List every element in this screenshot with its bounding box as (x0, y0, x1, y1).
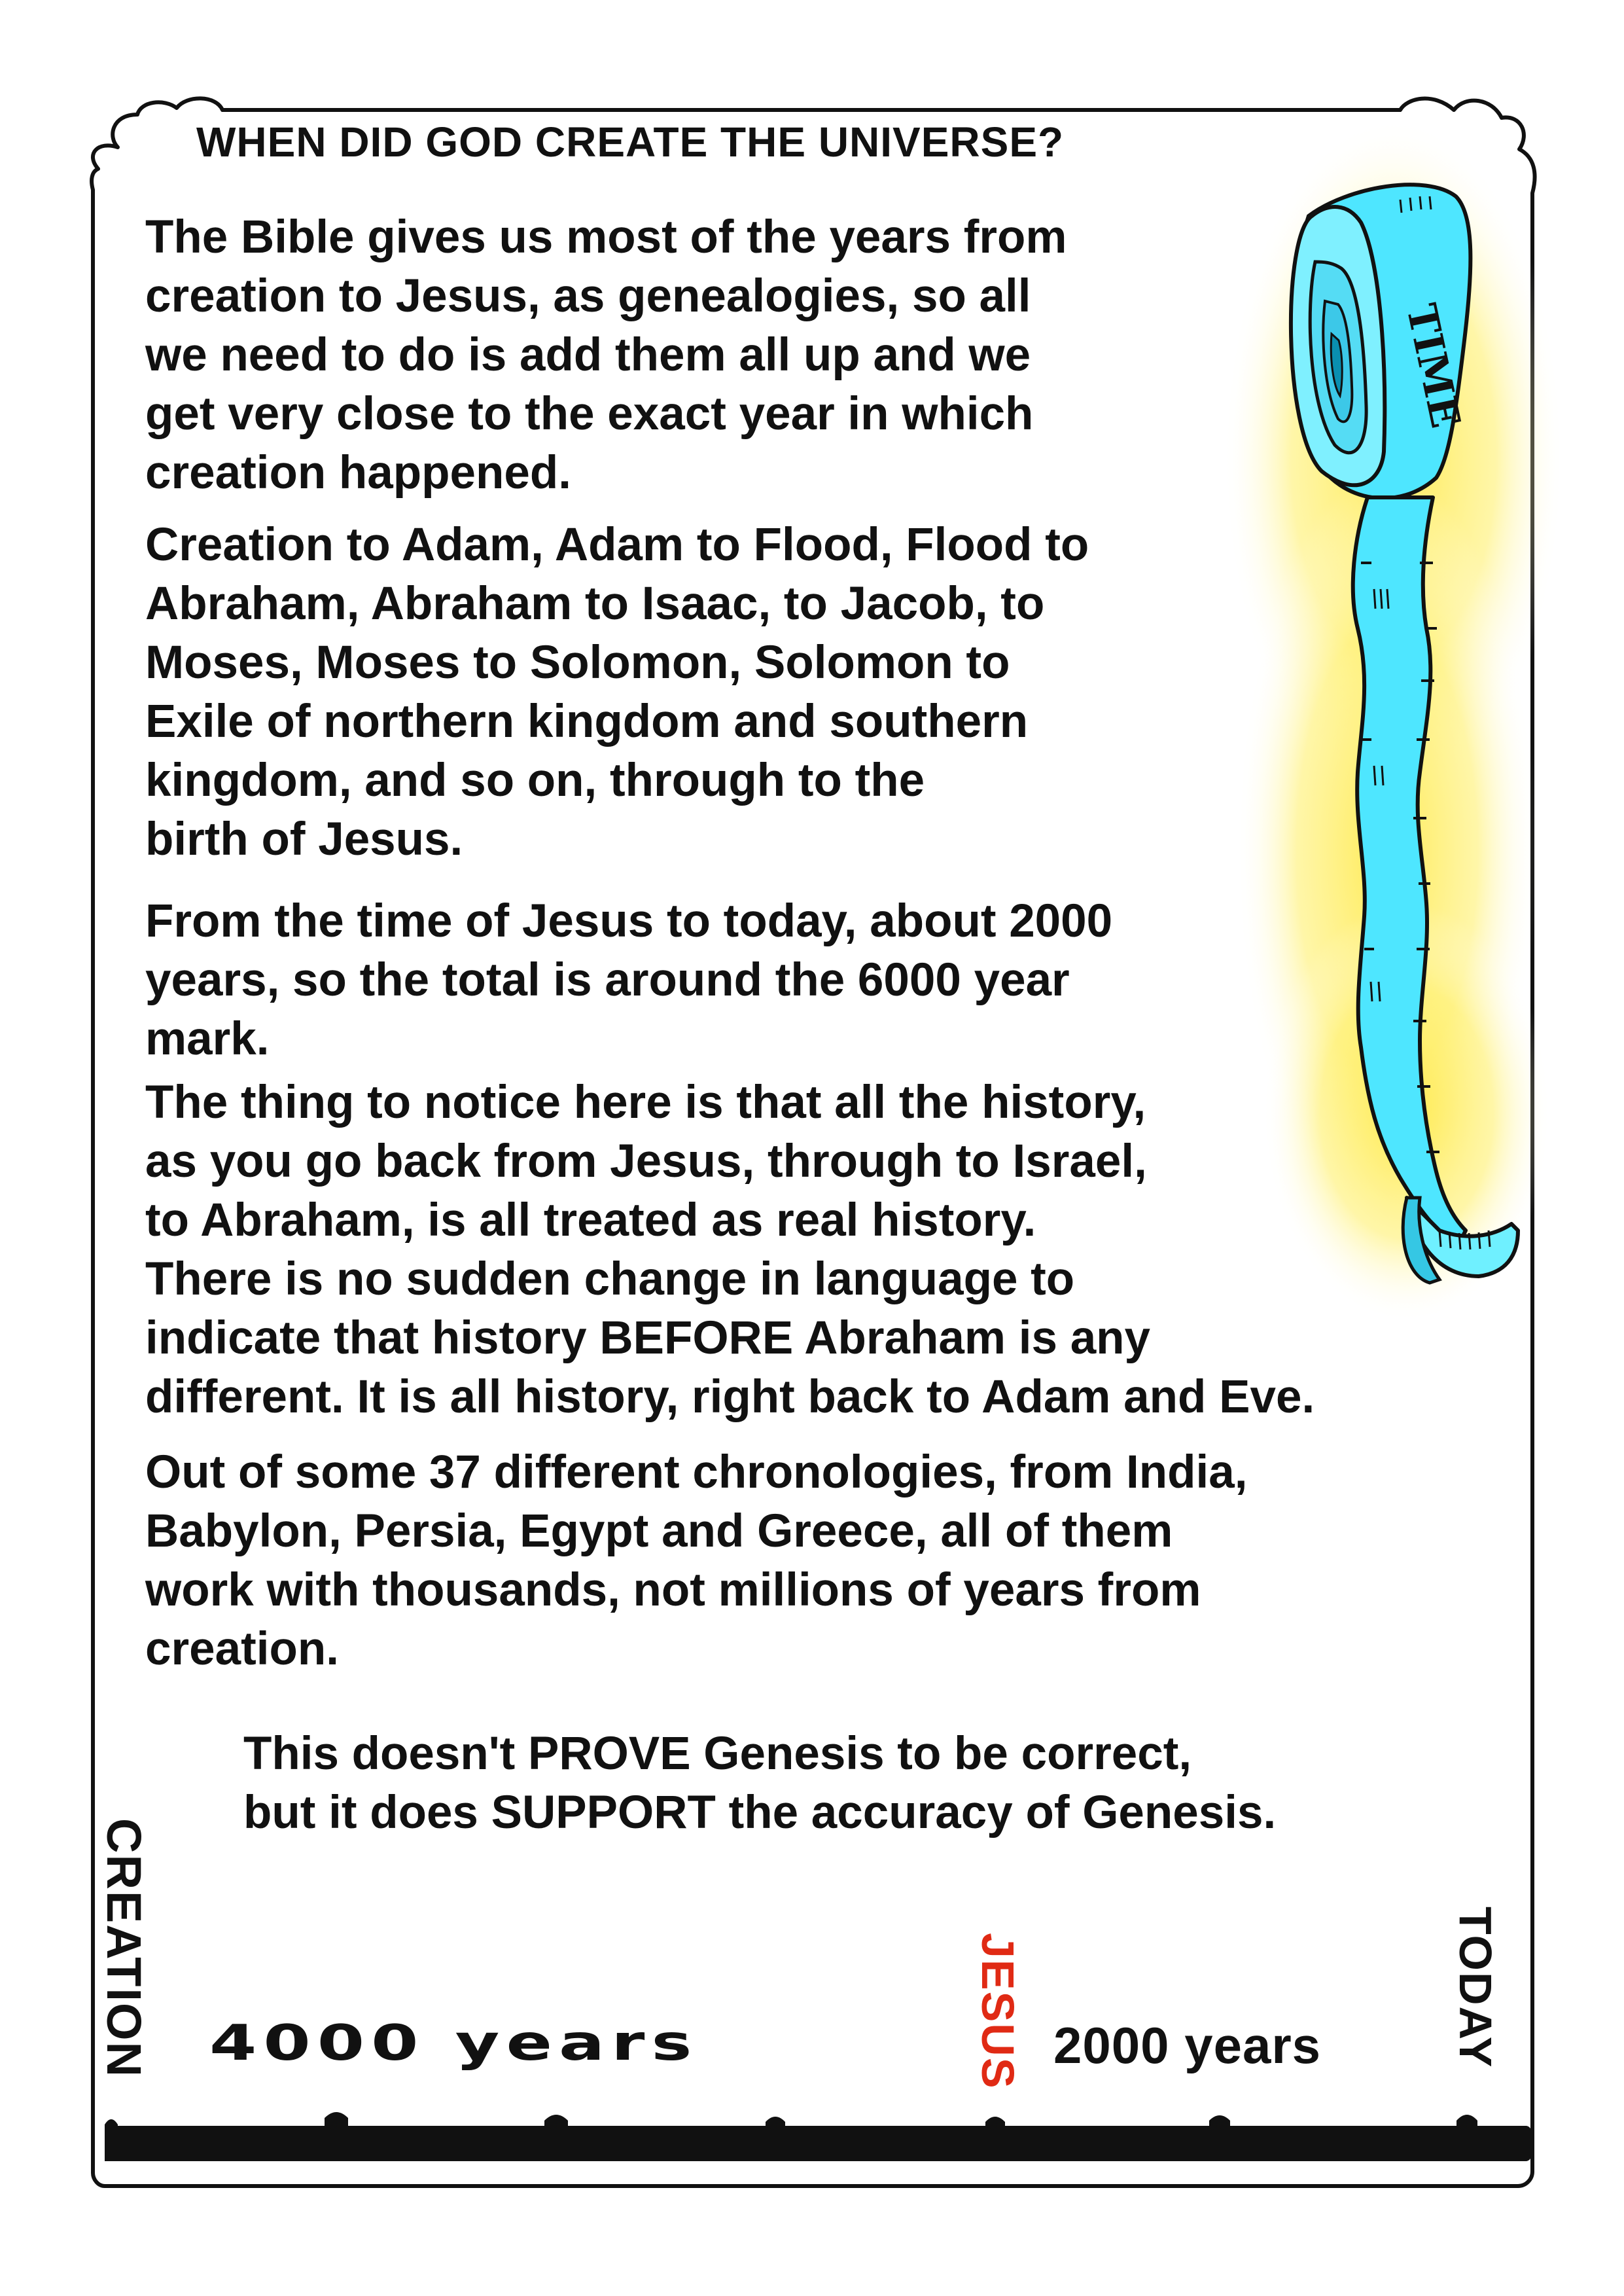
text-line: work with thousands, not millions of years from (145, 1564, 1201, 1616)
text-line: The thing to notice here is that all the history, (145, 1077, 1146, 1128)
text-line: different. It is all history, right back to Adam and Eve. (145, 1371, 1315, 1423)
text-line: creation. (145, 1623, 339, 1675)
text-line: as you go back from Jesus, through to Israel, (145, 1136, 1147, 1187)
paragraph-other-chronologies (145, 1443, 1247, 1679)
text-line: creation happened. (145, 447, 571, 499)
timeline-span-2000-years: 2000 years (1053, 2017, 1322, 2074)
text-line: kingdom, and so on, through to the (145, 755, 925, 806)
text-line: This doesn't PROVE Genesis to be correct, (243, 1728, 1192, 1780)
timeline-label-creation: CREATION (97, 1818, 151, 2078)
text-line: years, so the total is around the 6000 year (145, 954, 1070, 1006)
paragraph-real-history (145, 1073, 1315, 1427)
text-line: Babylon, Persia, Egypt and Greece, all of them (145, 1505, 1173, 1557)
text-line: to Abraham, is all treated as real history. (145, 1194, 1036, 1246)
text-line: indicate that history BEFORE Abraham is any (145, 1312, 1151, 1364)
tape-time-label: TIME (1397, 299, 1470, 432)
paragraph-chronology-chain (145, 516, 1089, 869)
text-line: get very close to the exact year in which (145, 388, 1034, 440)
paragraph-genealogies (145, 208, 1067, 503)
text-line: Creation to Adam, Adam to Flood, Flood to (145, 519, 1089, 571)
text-line: but it does SUPPORT the accuracy of Genesis. (243, 1787, 1277, 1839)
text-line: mark. (145, 1013, 270, 1065)
text-line: we need to do is add them all up and we (145, 329, 1031, 381)
text-line: The Bible gives us most of the years from (145, 211, 1067, 263)
text-line: Abraham, Abraham to Isaac, to Jacob, to (145, 578, 1045, 630)
text-line: From the time of Jesus to today, about 2000 (145, 895, 1113, 947)
timeline-label-jesus: JESUS (972, 1933, 1023, 2090)
page-title: WHEN DID GOD CREATE THE UNIVERSE? (196, 118, 1065, 166)
conclusion-text (243, 1725, 1276, 1842)
text-line: Exile of northern kingdom and southern (145, 696, 1029, 747)
timeline-label-today: TODAY (1450, 1907, 1501, 2069)
text-line: There is no sudden change in language to (145, 1253, 1075, 1305)
text-line: creation to Jesus, as genealogies, so all (145, 270, 1031, 322)
paragraph-total-years (145, 892, 1112, 1069)
text-line: Out of some 37 different chronologies, from India, (145, 1446, 1248, 1498)
timeline-span-4000-years: 4000 years (209, 2014, 699, 2072)
text-line: birth of Jesus. (145, 814, 463, 865)
text-line: Moses, Moses to Solomon, Solomon to (145, 637, 1010, 689)
